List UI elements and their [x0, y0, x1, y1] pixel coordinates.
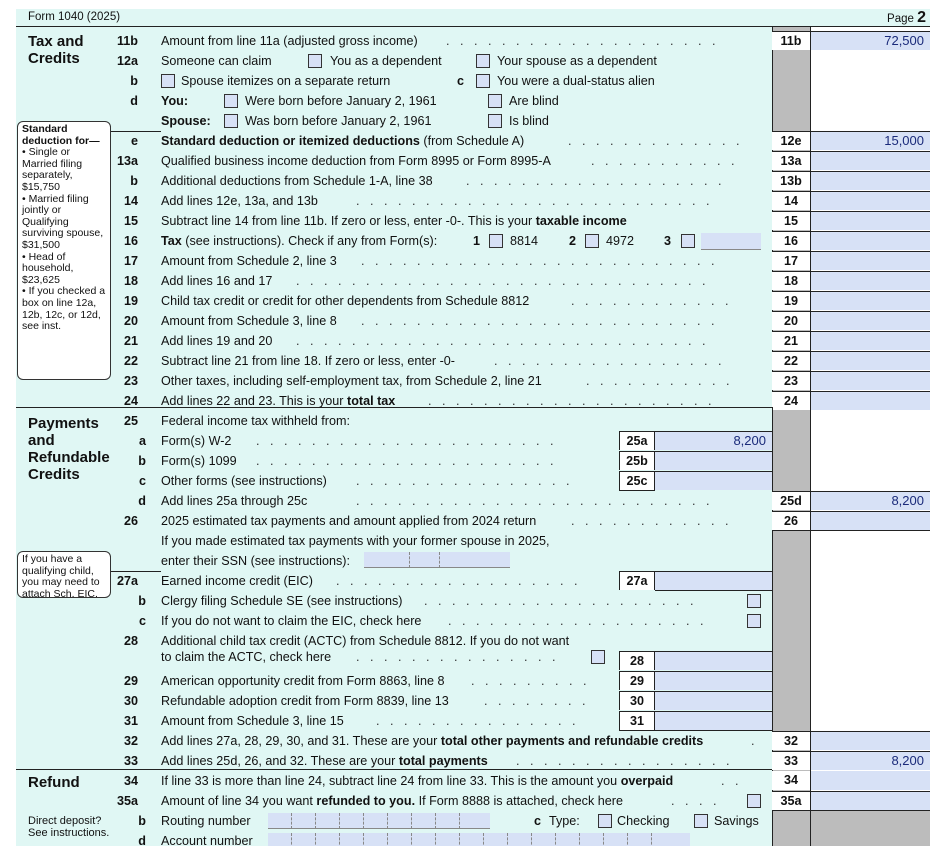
line-32: 32 Add lines 27a, 28, 29, 30, and 31. These are your total other payments and refundable credits . — [123, 734, 758, 748]
line-31-amount[interactable] — [655, 711, 772, 731]
inner-line-box: 31 — [619, 711, 655, 731]
line-21-amount[interactable] — [811, 331, 930, 350]
line-31: 31 Amount from Schedule 3, line 15 . . . . . . . . . . . . . . . — [123, 714, 579, 728]
line-28-amount[interactable] — [655, 651, 772, 670]
line-15-amount[interactable] — [811, 211, 930, 230]
line-12e: e Standard deduction or itemized deductions (from Schedule A) . . . . . . . . . . . . . — [130, 134, 743, 148]
checkbox-you-blind[interactable] — [488, 94, 502, 108]
line-box: 22 — [772, 351, 810, 370]
eic-sidebar: If you have a qualifying child, you may need to attach Sch. EIC. — [17, 551, 111, 598]
line-box: 32 — [772, 731, 810, 750]
line-box: 34 — [772, 771, 810, 790]
line-box: 21 — [772, 331, 810, 350]
line-34-amount[interactable] — [811, 771, 930, 790]
line-13b: b Additional deductions from Schedule 1-A, line 38 . . . . . . . . . . . . . . . . . . . — [130, 174, 725, 188]
inner-line-box: 30 — [619, 691, 655, 710]
checkbox-clergy-schedule-se[interactable] — [747, 594, 761, 608]
line-22: 22 Subtract line 21 from line 18. If zero or less, enter -0- . . . . . . . . . . . . . . . . . — [123, 354, 725, 368]
checkbox-spouse-born-before[interactable] — [224, 114, 238, 128]
line-33: 33 Add lines 25d, 26, and 32. These are your total payments . . . . . . . . . . . . . . . . — [123, 754, 733, 768]
line-box: 17 — [772, 251, 810, 270]
line-35a: 35a Amount of line 34 you want refunded to you. If Form 8888 is attached, check here . . . . — [16, 791, 930, 811]
checkbox-form-8888[interactable] — [747, 794, 761, 808]
line-13a: 13a Qualified business income deduction from Form 8995 or Form 8995-A . . . . . . . . . . . — [116, 154, 738, 168]
inner-line-box: 25a — [619, 431, 655, 450]
line-box: 33 — [772, 751, 810, 770]
line-25: 25 Federal income tax withheld from: — [123, 414, 350, 428]
line-12d-you: d You: Were born before January 2, 1961 Are blind — [130, 94, 559, 108]
page-number: 2 — [917, 9, 926, 26]
former-spouse-ssn-input[interactable] — [364, 552, 510, 568]
checkbox-spouse-itemizes[interactable] — [161, 74, 175, 88]
line-12a: 12a Someone can claim You as a dependent Your spouse as a dependent — [116, 54, 657, 68]
line-20-amount[interactable] — [811, 311, 930, 330]
checkbox-decline-actc[interactable] — [591, 650, 605, 664]
sidebar-item: • Head of household, $23,625 — [22, 250, 74, 286]
line-25a: a Form(s) W-2 . . . . . . . . . . . . . . . . . . . . . . — [138, 434, 557, 448]
line-27a: 27a Earned income credit (EIC) . . . . . . . . . . . . . . . . . . — [116, 574, 581, 588]
line-23-amount[interactable] — [811, 371, 930, 390]
form-header — [16, 9, 930, 27]
line-26-ssn-note: If you made estimated tax payments with your former spouse in 2025, — [161, 534, 550, 548]
line-11b-amount[interactable]: 72,500 — [811, 31, 930, 50]
line-27c: c If you do not want to claim the EIC, check here . . . . . . . . . . . . . . . . . . . — [16, 611, 930, 631]
checkbox-you-born-before[interactable] — [224, 94, 238, 108]
line-box: 18 — [772, 271, 810, 290]
line-17: 17 Amount from Schedule 2, line 3 . . . . . . . . . . . . . . . . . . . . . . . . . . — [123, 254, 718, 268]
line-13b-amount[interactable] — [811, 171, 930, 190]
checkbox-spouse-as-dependent[interactable] — [476, 54, 490, 68]
line-16: 16 Tax (see instructions). Check if any from Form(s): 1 8814 2 4972 3 — [16, 231, 930, 251]
checkbox-dual-status-alien[interactable] — [476, 74, 490, 88]
line-25b-amount[interactable] — [655, 451, 772, 470]
line-35a-amount[interactable] — [811, 791, 930, 811]
section-tax-and-credits: Tax and Credits — [28, 33, 84, 67]
sidebar-item: • Single or Married filing separately, $15,750 — [22, 146, 83, 193]
line-34: 34 If line 33 is more than line 24, subtract line 24 from line 33. This is the amount you overpaid . . — [123, 774, 742, 788]
routing-number-input[interactable] — [268, 813, 490, 829]
line-box: 26 — [772, 511, 810, 530]
inner-line-box: 25c — [619, 471, 655, 491]
checkbox-form-4972[interactable] — [585, 234, 599, 248]
section-payments: Payments and Refundable Credits — [28, 415, 110, 483]
line-16-amount[interactable] — [811, 231, 930, 250]
sidebar-item: • If you checked a box on line 12a, 12b, 12c, or 12d, see inst. — [22, 285, 106, 333]
line-15: 15 Subtract line 14 from line 11b. If zero or less, enter -0-. This is your taxable income — [123, 214, 627, 228]
line-19-amount[interactable] — [811, 291, 930, 310]
line-13a-amount[interactable] — [811, 151, 930, 170]
line-27a-amount[interactable] — [655, 571, 772, 591]
inner-line-box: 25b — [619, 451, 655, 470]
line-box: 24 — [772, 391, 810, 410]
line-18: 18 Add lines 16 and 17 . . . . . . . . . . . . . . . . . . . . . . . . . . . . . . — [123, 274, 709, 288]
line-35d: d Account number — [16, 831, 930, 846]
line-21: 21 Add lines 19 and 20 . . . . . . . . . . . . . . . . . . . . . . . . . . . . . . — [123, 334, 709, 348]
inner-line-box: 29 — [619, 671, 655, 690]
line-25c-amount[interactable] — [655, 471, 772, 490]
direct-deposit-note: Direct deposit? See instructions. — [28, 815, 110, 839]
line-26-amount[interactable] — [811, 511, 930, 530]
line-box: 25d — [772, 491, 810, 510]
checkbox-spouse-blind[interactable] — [488, 114, 502, 128]
inner-line-box: 28 — [619, 651, 655, 670]
line-box: 16 — [772, 231, 810, 250]
sidebar-item: • Married filing jointly or Qualifying surviving spouse, $31,500 — [22, 192, 104, 251]
line-30-amount[interactable] — [655, 691, 772, 710]
line-23: 23 Other taxes, including self-employment tax, from Schedule 2, line 21 . . . . . . . . . . . — [123, 374, 733, 388]
line-box: 13b — [772, 171, 810, 190]
line-33-amount[interactable]: 8,200 — [811, 751, 930, 770]
checkbox-savings[interactable] — [694, 814, 708, 828]
checkbox-you-as-dependent[interactable] — [308, 54, 322, 68]
line-14-amount[interactable] — [811, 191, 930, 210]
checkbox-checking[interactable] — [598, 814, 612, 828]
sidebar-title: Standard deduction for— — [22, 123, 100, 147]
line-12d-spouse: Spouse: Was born before January 2, 1961 Is blind — [161, 114, 549, 128]
checkbox-form-8814[interactable] — [489, 234, 503, 248]
line-11b: 11b Amount from line 11a (adjusted gross income) . . . . . . . . . . . . . . . . . . . . — [116, 34, 719, 48]
line-25d-amount[interactable]: 8,200 — [811, 491, 930, 510]
page-indicator: Page 2 — [887, 9, 926, 26]
line-24: 24 Add lines 22 and 23. This is your total tax . . . . . . . . . . . . . . . . . . . . . — [123, 394, 715, 408]
line-29: 29 American opportunity credit from Form 8863, line 8 . . . . . . . . . — [123, 674, 590, 688]
line-19: 19 Child tax credit or credit for other dependents from Schedule 8812 . . . . . . . . . . . . — [123, 294, 732, 308]
line-box: 19 — [772, 291, 810, 310]
line-26-ssn: enter their SSN (see instructions): — [16, 551, 930, 571]
line-box: 14 — [772, 191, 810, 210]
line-17-amount[interactable] — [811, 251, 930, 270]
inner-line-box: 27a — [619, 571, 655, 590]
checkbox-form-other[interactable] — [681, 234, 695, 248]
line-box: 12e — [772, 131, 810, 150]
line-25d: d Add lines 25a through 25c . . . . . . . . . . . . . . . . . . . . . . . . . . — [138, 494, 713, 508]
checkbox-decline-eic[interactable] — [747, 614, 761, 628]
line-box: 35a — [772, 791, 810, 811]
line-29-amount[interactable] — [655, 671, 772, 690]
line-box: 23 — [772, 371, 810, 390]
line-26: 26 2025 estimated tax payments and amount applied from 2024 return . . . . . . . . . . . . — [123, 514, 732, 528]
line-box: 15 — [772, 211, 810, 230]
line-12e-amount[interactable]: 15,000 — [811, 131, 930, 150]
line-14: 14 Add lines 12e, 13a, and 13b . . . . . . . . . . . . . . . . . . . . . . . . . . — [123, 194, 713, 208]
line-28: 28 Additional child tax credit (ACTC) from Schedule 8812. If you do not want to claim the ACTC, check here . . . . . . . . . . . . . . . — [16, 631, 930, 671]
line-box: 20 — [772, 311, 810, 330]
line-25c: c Other forms (see instructions) . . . . . . . . . . . . . . . . — [138, 474, 573, 488]
line-30: 30 Refundable adoption credit from Form 8839, line 13 . . . . . . . . — [123, 694, 589, 708]
line-22-amount[interactable] — [811, 351, 930, 370]
line-25b: b Form(s) 1099 . . . . . . . . . . . . . . . . . . . . . . — [138, 454, 557, 468]
line-27b: b Clergy filing Schedule SE (see instructions) . . . . . . . . . . . . . . . . . . . . — [16, 591, 930, 611]
section-refund: Refund — [28, 774, 80, 791]
line-25a-amount[interactable]: 8,200 — [655, 431, 772, 450]
line-box: 13a — [772, 151, 810, 170]
form-other-input[interactable] — [701, 233, 761, 250]
line-12b: b Spouse itemizes on a separate return c You were a dual-status alien — [130, 74, 655, 88]
form-1040-page-2 — [16, 9, 930, 846]
line-24-amount[interactable] — [811, 391, 930, 410]
line-35b: b Routing number c Type: Checking Savings — [138, 814, 759, 828]
account-number-input[interactable] — [268, 833, 690, 846]
line-32-amount[interactable] — [811, 731, 930, 750]
form-id: Form 1040 (2025) — [28, 11, 121, 23]
line-20: 20 Amount from Schedule 3, line 8 . . . . . . . . . . . . . . . . . . . . . . . . . . — [123, 314, 718, 328]
line-box: 11b — [772, 31, 810, 50]
line-18-amount[interactable] — [811, 271, 930, 290]
